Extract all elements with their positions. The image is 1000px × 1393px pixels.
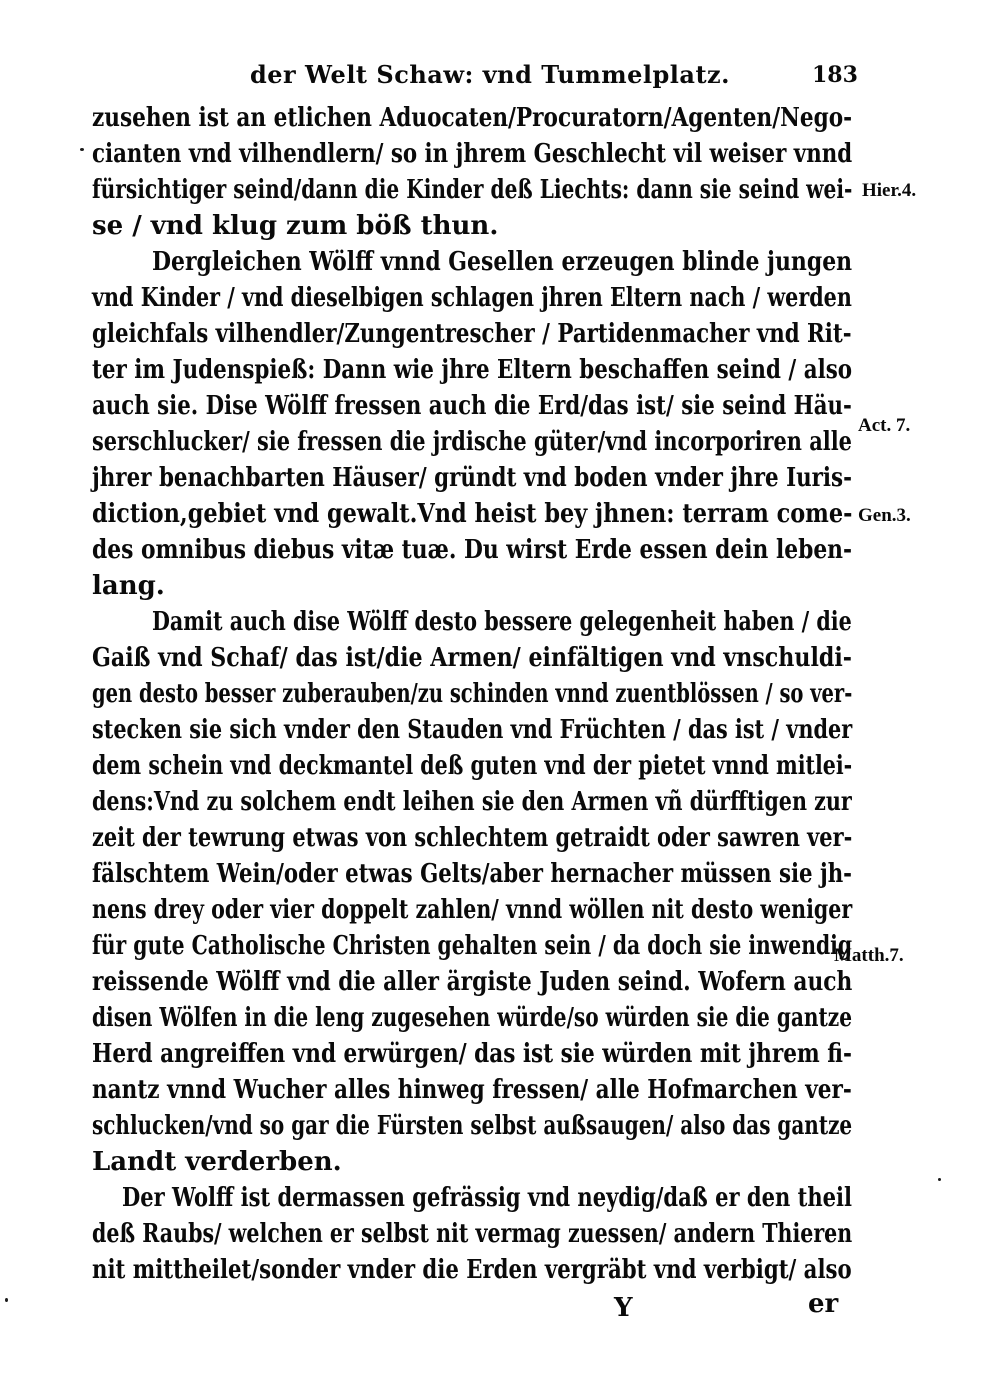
text-line: serschlucker/ sie fressen die jrdische güter/vnd incorporiren alle <box>92 427 852 457</box>
signature-mark: Y <box>614 1293 633 1323</box>
text-line: nens drey oder vier doppelt zahlen/ vnnd wöllen nit desto weniger <box>92 895 853 925</box>
page-number: 183 <box>812 62 858 88</box>
text-line: für gute Catholische Christen gehalten sein / da doch sie inwendig <box>92 931 853 961</box>
text-line: Gaiß vnd Schaf/ das ist/die Armen/ einfältigen vnd vnschuldi- <box>92 643 852 673</box>
text-line: reissende Wölff vnd die aller ärgiste Juden seind. Wofern auch <box>92 967 853 997</box>
text-line: Dergleichen Wölff vnnd Gesellen erzeugen blinde jungen <box>152 247 853 277</box>
text-line: Der Wolff ist dermassen gefrässig vnd neydig/daß er den theil <box>122 1183 853 1213</box>
margin-note: Hier.4. <box>862 180 917 201</box>
text-line: vnd Kinder / vnd dieselbigen schlagen jhren Eltern nach / werden <box>92 283 852 313</box>
text-line: fürsichtiger seind/dann die Kinder deß Liechts: dann sie seind wei- <box>92 175 853 205</box>
text-line: diction,gebiet vnd gewalt.Vnd heist bey jhnen: terram come- <box>92 499 853 529</box>
text-line: cianten vnd vilhendlern/ so in jhrem Geschlecht vil weiser vnnd <box>92 139 853 169</box>
text-line: Herd angreiffen vnd erwürgen/ das ist sie würden mit jhrem fi- <box>92 1039 852 1069</box>
text-line: zeit der tewrung etwas von schlechtem getraidt oder sawren ver- <box>92 823 853 853</box>
text-line: jhrer benachbarten Häuser/ gründt vnd boden vnder jhre Iuris- <box>92 463 852 493</box>
catchword: er <box>808 1289 839 1319</box>
running-head: der Welt Schaw: vnd Tummelplatz. <box>250 60 731 89</box>
ink-speck <box>80 148 84 151</box>
text-line: stecken sie sich vnder den Stauden vnd Früchten / das ist / vnder <box>92 715 853 745</box>
margin-note: Matth.7. <box>834 945 904 966</box>
text-line: nantz vnnd Wucher alles hinweg fressen/ alle Hofmarchen ver- <box>92 1075 852 1105</box>
text-line: nit mittheilet/sonder vnder die Erden vergräbt vnd verbigt/ also <box>92 1255 852 1285</box>
text-line: lang. <box>92 571 165 601</box>
margin-note: Act. 7. <box>858 415 911 436</box>
text-line: zusehen ist an etlichen Aduocaten/Procuratorn/Agenten/Nego- <box>92 103 853 133</box>
text-line: Damit auch dise Wölff desto bessere gelegenheit haben / die <box>152 607 852 637</box>
ink-speck <box>5 1298 8 1302</box>
margin-note: Gen.3. <box>858 505 911 526</box>
text-line: Landt verderben. <box>92 1147 342 1177</box>
text-line: dem schein vnd deckmantel deß guten vnd der pietet vnnd mitlei- <box>92 751 853 781</box>
text-line: ter im Judenspieß: Dann wie jhre Eltern beschaffen seind / also <box>92 355 853 385</box>
ink-speck <box>938 1178 941 1181</box>
text-line: dens:Vnd zu solchem endt leihen sie den Armen vñ dürfftigen zur <box>92 787 852 817</box>
text-line: deß Raubs/ welchen er selbst nit vermag zuessen/ andern Thieren <box>92 1219 853 1249</box>
text-line: des omnibus diebus vitæ tuæ. Du wirst Erde essen dein leben- <box>92 535 853 565</box>
text-line: disen Wölfen in die leng zugesehen würde/so würden sie die gantze <box>92 1003 853 1033</box>
text-line: gleichfals vilhendler/Zungentrescher / Partidenmacher vnd Rit- <box>92 319 852 349</box>
text-line: schlucken/vnd so gar die Fürsten selbst außsaugen/ also das gantze <box>92 1111 853 1141</box>
text-line: se / vnd klug zum böß thun. <box>92 211 499 241</box>
text-line: gen desto besser zuberauben/zu schinden vnnd zuentblössen / so ver- <box>92 679 853 709</box>
text-line: auch sie. Dise Wölff fressen auch die Erd/das ist/ sie seind Häu- <box>92 391 852 421</box>
text-line: fälschtem Wein/oder etwas Gelts/aber hernacher müssen sie jh- <box>92 859 853 889</box>
